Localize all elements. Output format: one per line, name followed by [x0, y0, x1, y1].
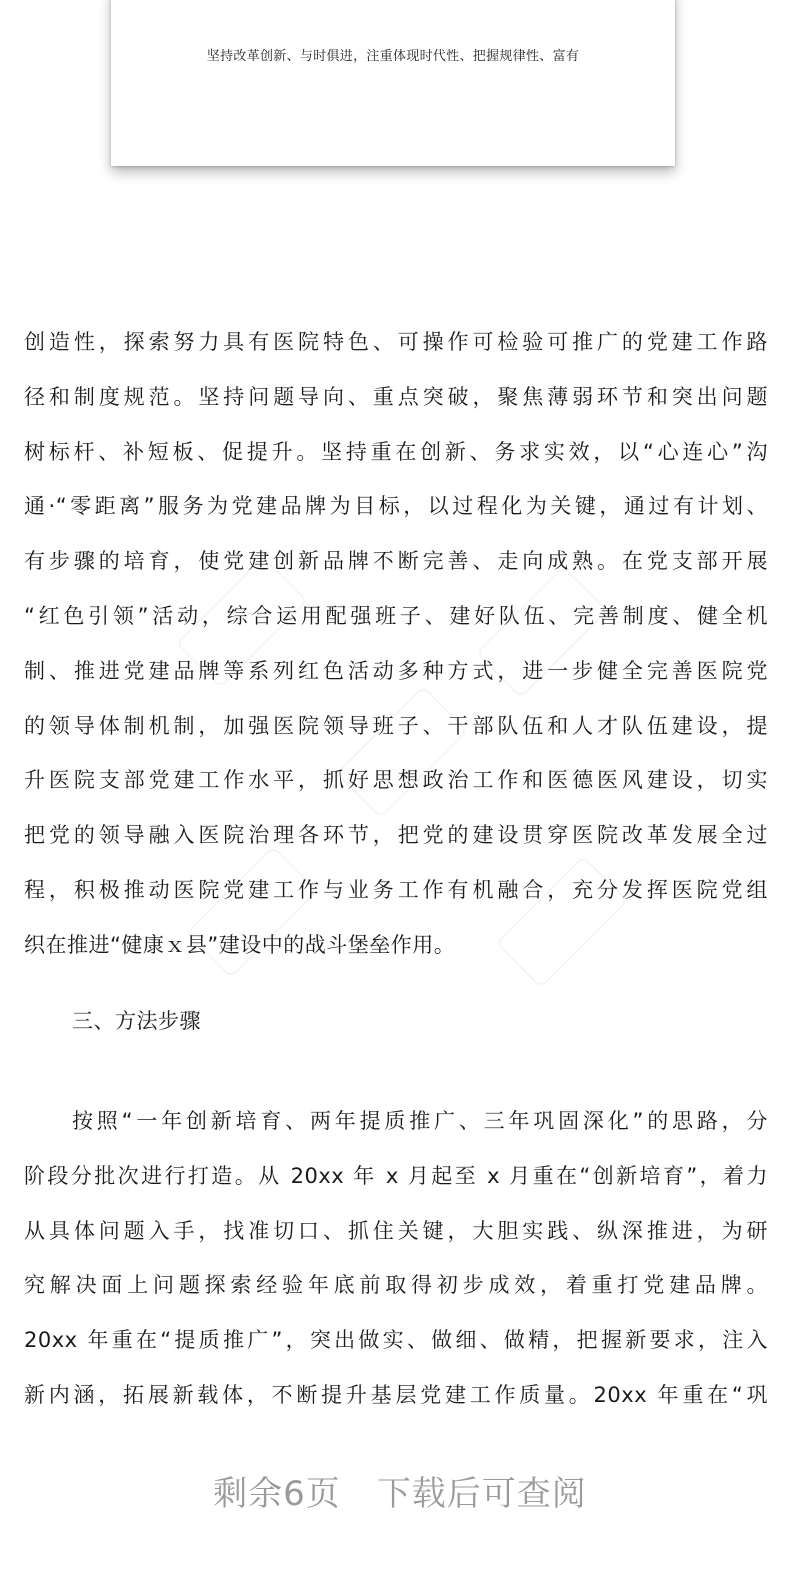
text-line: 织在推进“健康ｘ县”建设中的战斗堡垒作用。 [24, 932, 456, 957]
remaining-pages-count: 剩余6页 [213, 1474, 341, 1514]
text-line: 创造性，探索努力具有医院特色、可操作可检验可推广的党建工作路 [24, 330, 768, 354]
text-line: 升医院支部党建工作水平，抓好思想政治工作和医德医风建设，切实 [24, 768, 768, 793]
text-line: 20xx 年重在“提质推广”，突出做实、做细、做精，把握新要求，注入 [24, 1328, 768, 1353]
text-line: 通·“零距离”服务为党建品牌为目标，以过程化为关键，通过有计划、 [24, 494, 768, 519]
paragraph-2 [24, 1094, 768, 1423]
text-line: 树标杆、补短板、促提升。坚持重在创新、务求实效，以“心连心”沟 [24, 439, 768, 464]
text-line: 的领导体制机制，加强医院领导班子、干部队伍和人才队伍建设，提 [24, 713, 768, 738]
text-line: 阶段分批次进行打造。从 20xx 年 x 月起至 x 月重在“创新培育”，着力 [24, 1163, 768, 1188]
remaining-pages-banner[interactable] [0, 1466, 800, 1515]
text-line: 究解决面上问题探索经验年底前取得初步成效，着重打党建品牌。 [24, 1273, 768, 1298]
text-line: 把党的领导融入医院治理各环节，把党的建设贯穿医院改革发展全过 [24, 823, 768, 848]
text-line: 从具体问题入手，找准切口、抓住关键，大胆实践、纵深推进，为研 [24, 1218, 768, 1243]
text-line: 有步骤的培育，使党建创新品牌不断完善、走向成熟。在党支部开展 [24, 549, 768, 574]
text-line: 新内涵，拓展新载体，不断提升基层党建工作质量。20xx 年重在“巩 [24, 1382, 768, 1407]
text-line: 制、推进党建品牌等系列红色活动多种方式，进一步健全完善医院党 [24, 658, 768, 683]
text-line: 按照“一年创新培育、两年提质推广、三年巩固深化”的思路，分 [72, 1109, 768, 1133]
preview-text-line: 坚持改革创新、与时俱进，注重体现时代性、把握规律性、富有 [206, 49, 580, 64]
text-line: 程，积极推动医院党建工作与业务工作有机融合，充分发挥医院党组 [24, 877, 768, 902]
section-heading: 三、方法步骤 [72, 1009, 201, 1033]
download-hint: 下载后可查阅 [376, 1474, 587, 1514]
paragraph-1 [24, 315, 768, 973]
text-line: 径和制度规范。坚持问题导向、重点突破，聚焦薄弱环节和突出问题 [24, 384, 768, 409]
text-line: “红色引领”活动，综合运用配强班子、建好队伍、完善制度、健全机 [24, 603, 768, 628]
document-preview-card [111, 0, 675, 166]
